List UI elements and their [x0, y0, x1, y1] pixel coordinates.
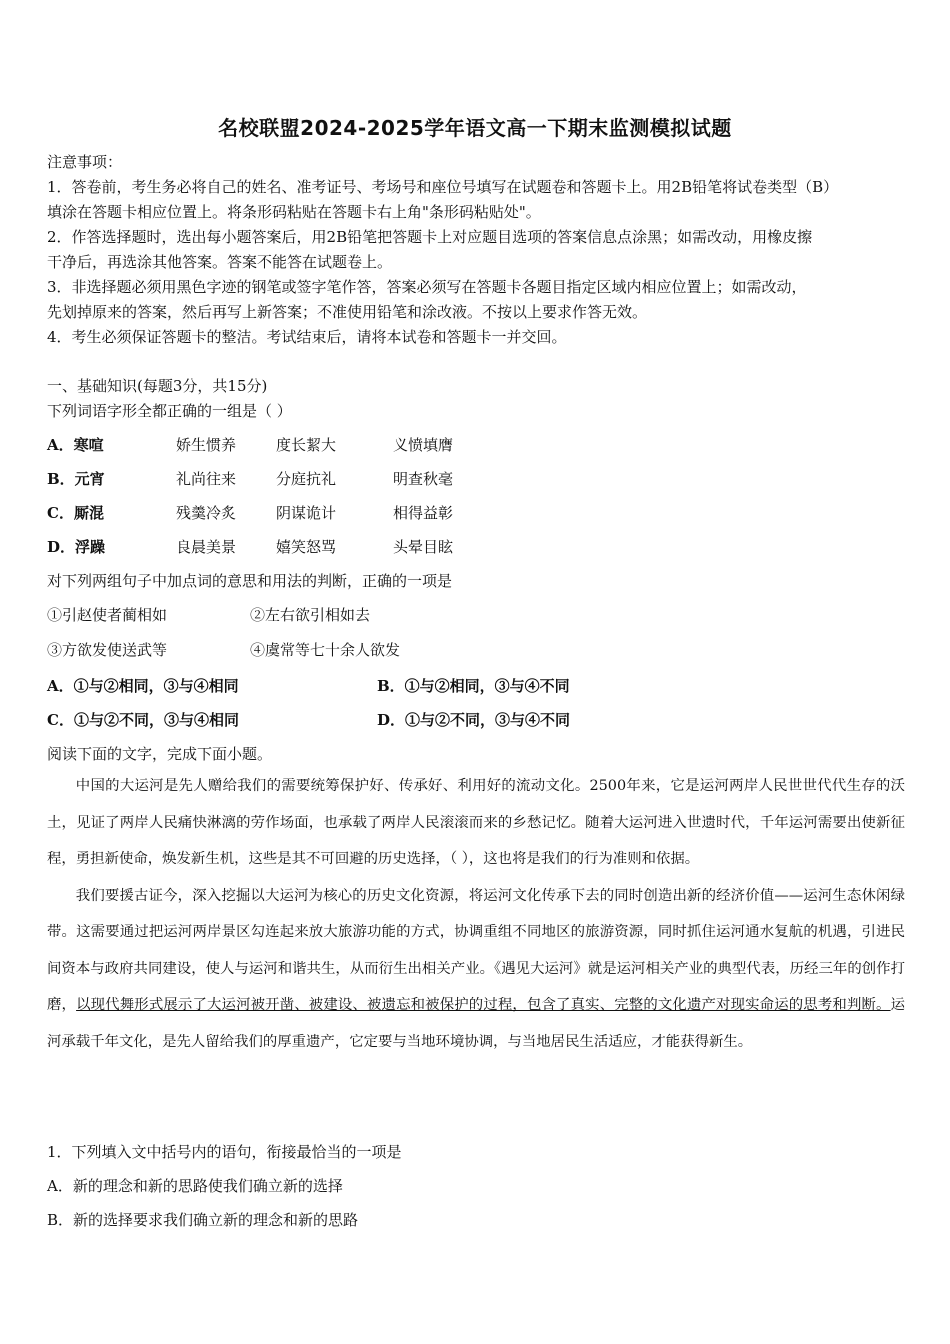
q1-option-a-label: A．寒喧: [47, 436, 104, 454]
q2-option-d: D．①与②不同，③与④不同: [377, 711, 571, 729]
paragraph-text: 我们要援古证今，深入挖掘以大运河为核心的历史文化资源，将运河文化传承下去的同时创造出新的经济价值——运河生态休闲绿带。这需要通过把运河两岸景区勾连起来放大旅游功能的方式，协调重组不同地区的旅游资源，同时抓住运河通水复航的机遇，引进民间资本与政府共同建设，使人与运河和谐共生，从而衍生出相关产业。《遇见大运河》就是运河相关产业的典型代表，历经三年的创作打磨，: [47, 887, 905, 1013]
q1-option-a-word: 娇生惯养: [176, 436, 237, 454]
page-title: 名校联盟2024-2025学年语文高一下期末监测模拟试题: [218, 116, 732, 140]
notice-line: 4．考生必须保证答题卡的整洁。考试结束后，请将本试卷和答题卡一并交回。: [47, 328, 567, 346]
q2-option-a: A．①与②相同，③与④相同: [47, 677, 239, 695]
notice-line: 先划掉原来的答案，然后再写上新答案；不准使用铅笔和涂改液。不按以上要求作答无效。: [47, 303, 648, 321]
notice-line: 3．非选择题必须用黑色字迹的钢笔或签字笔作答，答案必须写在答题卡各题目指定区域内相应位置上；如需改动，: [47, 278, 807, 296]
q1-option-b-word: 礼尚往来: [176, 470, 237, 488]
reading-paragraph: [47, 878, 905, 1061]
notice-line: 填涂在答题卡相应位置上。将条形码粘贴在答题卡右上角"条形码粘贴处"。: [47, 203, 541, 221]
underlined-sentence: 以现代舞形式展示了大运河被开凿、被建设、被遗忘和被保护的过程，包含了真实、完整的文化遗产对现实命运的思考和判断。: [76, 997, 891, 1013]
q2-option-c: C．①与②不同，③与④相同: [47, 711, 239, 729]
q1-option-b-word: 明查秋毫: [393, 470, 454, 488]
reading-passage: [47, 768, 905, 1060]
q1-option-c-word: 残羹冷炙: [176, 504, 237, 522]
q1-option-a-word: 度长絜大: [276, 436, 337, 454]
question-stem: 下列词语字形全都正确的一组是（ ）: [47, 402, 292, 420]
reading-paragraph: 中国的大运河是先人赠给我们的需要统筹保护好、传承好、利用好的流动文化。2500年来，它是运河两岸人民世世代代生存的沃土，见证了两岸人民痛快淋漓的劳作场面，也承载了两岸人民滚滚而来的乡愁记忆。随着大运河进入世遗时代，千年运河需要出使新征程，勇担新使命，焕发新生机，这些是其不可回避的历史选择，（ ），这也将是我们的行为准则和依据。: [47, 778, 905, 867]
q1-option-d-word: 嬉笑怒骂: [276, 538, 337, 556]
q1-option-c-word: 阴谋诡计: [276, 504, 337, 522]
notice-line: 1．答卷前，考生务必将自己的姓名、准考证号、考场号和座位号填写在试题卷和答题卡上。用2B铅笔将试卷类型（B）: [47, 178, 839, 196]
reading-option-a: A．新的理念和新的思路使我们确立新的选择: [47, 1177, 343, 1195]
reading-option-b: B．新的选择要求我们确立新的理念和新的思路: [47, 1211, 359, 1229]
q1-option-d-word: 头晕目眩: [393, 538, 454, 556]
q2-sentence: ③方欲发使送武等: [47, 641, 168, 659]
q1-option-c-word: 相得益彰: [393, 504, 454, 522]
q1-option-b-word: 分庭抗礼: [276, 470, 337, 488]
q2-sentence: ④虞常等七十余人欲发: [250, 641, 401, 659]
q1-option-d-label: D．浮躁: [47, 538, 106, 556]
q1-option-b-label: B．元宵: [47, 470, 105, 488]
notice-line: 2．作答选择题时，选出每小题答案后，用2B铅笔把答题卡上对应题目选项的答案信息点涂黑；如需改动，用橡皮擦: [47, 228, 813, 246]
q1-option-c-label: C．厮混: [47, 504, 104, 522]
question-stem: 对下列两组句子中加点词的意思和用法的判断，正确的一项是: [47, 572, 453, 590]
q2-sentence: ①引赵使者蔺相如: [47, 606, 168, 624]
section-heading: 一、基础知识(每题3分，共15分): [47, 377, 268, 395]
notice-line: 干净后，再选涂其他答案。答案不能答在试题卷上。: [47, 253, 393, 271]
q2-option-b: B．①与②相同，③与④不同: [377, 677, 570, 695]
q2-sentence: ②左右欲引相如去: [250, 606, 371, 624]
q1-option-a-word: 义愤填膺: [393, 436, 454, 454]
reading-question: 1．下列填入文中括号内的语句，衔接最恰当的一项是: [47, 1143, 402, 1161]
notice-heading: 注意事项：: [47, 153, 123, 171]
q1-option-d-word: 良晨美景: [176, 538, 237, 556]
reading-intro: 阅读下面的文字，完成下面小题。: [47, 745, 273, 763]
paragraph-text: 运河承载千年文化，是先人留给我们的厚重遗产，它定要与当地环境协调，与当地居民生活适应，才能获得新生。: [47, 997, 905, 1050]
